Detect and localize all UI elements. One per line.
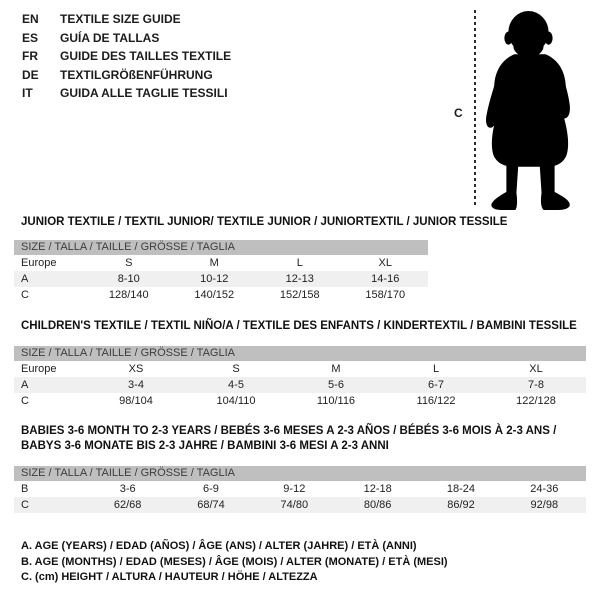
language-title: GUIDA ALLE TAGLIE TESSILI [60, 86, 228, 100]
language-row-es [22, 29, 231, 48]
table-row-a [14, 271, 428, 287]
language-title-list [22, 10, 231, 103]
row-label: Europe [21, 363, 57, 375]
cell-value: 74/80 [280, 499, 309, 511]
language-title: TEXTILE SIZE GUIDE [60, 12, 181, 26]
cell-value: 14-16 [371, 273, 400, 285]
table-row-c [14, 393, 586, 409]
footnote-b: B. AGE (MONTHS) / EDAD (MESES) / ÂGE (MOIS) / ALTER (MONATE) / ETÀ (MESI) [21, 555, 448, 568]
language-row-de [22, 66, 231, 85]
cell-value: 104/110 [216, 395, 256, 407]
cell-value: S [232, 363, 240, 375]
cell-value: 5-6 [328, 379, 344, 391]
cell-value: 12-13 [285, 273, 314, 285]
language-row-en [22, 10, 231, 29]
cell-value: M [331, 363, 341, 375]
footnotes [21, 539, 448, 586]
row-label: Europe [21, 257, 57, 269]
cell-value: 80/86 [363, 499, 392, 511]
size-table-section-2 [14, 424, 586, 513]
table-row-europe [14, 255, 428, 271]
baby-silhouette-icon [483, 6, 581, 212]
language-code: EN [22, 12, 39, 26]
size-table-section-0 [14, 215, 507, 303]
cell-value: 6-7 [428, 379, 444, 391]
cell-value: 92/98 [530, 499, 559, 511]
language-title: GUÍA DE TALLAS [60, 30, 160, 45]
table-title-line: BABIES 3-6 MONTH TO 2-3 YEARS / BEBÉS 3-6 MESES A 2-3 AÑOS / BÉBÉS 3-6 MOIS À 2-3 ANS / [21, 425, 557, 437]
baby-figure [452, 6, 597, 218]
cell-value: 140/152 [194, 289, 235, 301]
table-title-line: JUNIOR TEXTILE / TEXTIL JUNIOR/ TEXTILE JUNIOR / JUNIORTEXTIL / JUNIOR TESSILE [21, 216, 508, 228]
cell-value: 3-4 [128, 379, 144, 391]
table-row-b [14, 481, 586, 497]
language-code: ES [22, 30, 39, 45]
table-row-c [14, 497, 586, 513]
table-size-header: SIZE / TALLA / TAILLE / GRÖSSE / TAGLIA [14, 240, 428, 255]
table-size-header: SIZE / TALLA / TAILLE / GRÖSSE / TAGLIA [14, 346, 586, 361]
cell-value: M [209, 257, 219, 269]
cell-value: 116/122 [416, 395, 456, 407]
size-table [14, 346, 586, 409]
cell-value: 86/92 [447, 499, 475, 511]
cell-value: L [432, 363, 440, 375]
cell-value: S [125, 257, 133, 269]
cell-value: 68/74 [197, 499, 225, 511]
cell-value: L [296, 257, 303, 269]
cell-value: 18-24 [446, 483, 476, 495]
cell-value: XL [378, 257, 392, 269]
cell-value: 12-18 [363, 483, 392, 495]
cell-value: 98/104 [119, 395, 153, 407]
row-label: B [21, 483, 29, 495]
table-title-line: CHILDREN'S TEXTILE / TEXTIL NIÑO/A / TEXTILE DES ENFANTS / KINDERTEXTIL / BAMBINI TESSILE [21, 320, 577, 332]
language-row-fr [22, 47, 231, 66]
height-measure-label: C [454, 106, 463, 120]
table-size-header: SIZE / TALLA / TAILLE / GRÖSSE / TAGLIA [14, 466, 586, 481]
cell-value: 9-12 [283, 483, 306, 495]
cell-value: 62/68 [113, 499, 142, 511]
table-title-line: BABYS 3-6 MONATE BIS 2-3 JAHRE / BAMBINI 3-6 MESI A 2-3 ANNI [21, 440, 389, 452]
cell-value: 128/140 [108, 289, 149, 301]
cell-value: 4-5 [228, 379, 244, 391]
row-label: A [21, 273, 29, 285]
language-row-it [22, 84, 231, 103]
language-code: FR [22, 49, 38, 63]
height-measure-line [474, 10, 476, 208]
cell-value: 8-10 [117, 273, 140, 285]
language-code: IT [22, 86, 33, 100]
table-row-europe [14, 361, 586, 377]
cell-value: 122/128 [516, 395, 556, 407]
language-code: DE [22, 67, 39, 82]
cell-value: 6-9 [203, 483, 219, 495]
row-label: A [21, 379, 29, 391]
table-title [21, 424, 586, 454]
cell-value: 152/158 [279, 289, 320, 301]
row-label: C [21, 289, 29, 301]
cell-value: 110/116 [316, 395, 356, 407]
table-title [21, 319, 586, 334]
size-table [14, 466, 586, 513]
cell-value: 158/170 [365, 289, 406, 301]
row-label: C [21, 395, 29, 407]
cell-value: 24-36 [530, 483, 559, 495]
cell-value: XS [128, 363, 144, 375]
size-table [14, 240, 428, 303]
table-row-a [14, 377, 586, 393]
table-title [21, 215, 507, 230]
cell-value: XL [529, 363, 543, 375]
row-label: C [21, 499, 29, 511]
language-title: TEXTILGRÖßENFÜHRUNG [60, 67, 213, 82]
language-title: GUIDE DES TAILLES TEXTILE [60, 49, 232, 63]
cell-value: 7-8 [528, 379, 544, 391]
table-row-c [14, 287, 428, 303]
size-table-section-1 [14, 319, 586, 409]
footnote-a: A. AGE (YEARS) / EDAD (AÑOS) / ÂGE (ANS) / ALTER (JAHRE) / ETÀ (ANNI) [21, 540, 417, 552]
cell-value: 3-6 [119, 483, 136, 495]
footnote-c: C. (cm) HEIGHT / ALTURA / HAUTEUR / HÖHE / ALTEZZA [21, 571, 318, 583]
cell-value: 10-12 [200, 273, 229, 285]
